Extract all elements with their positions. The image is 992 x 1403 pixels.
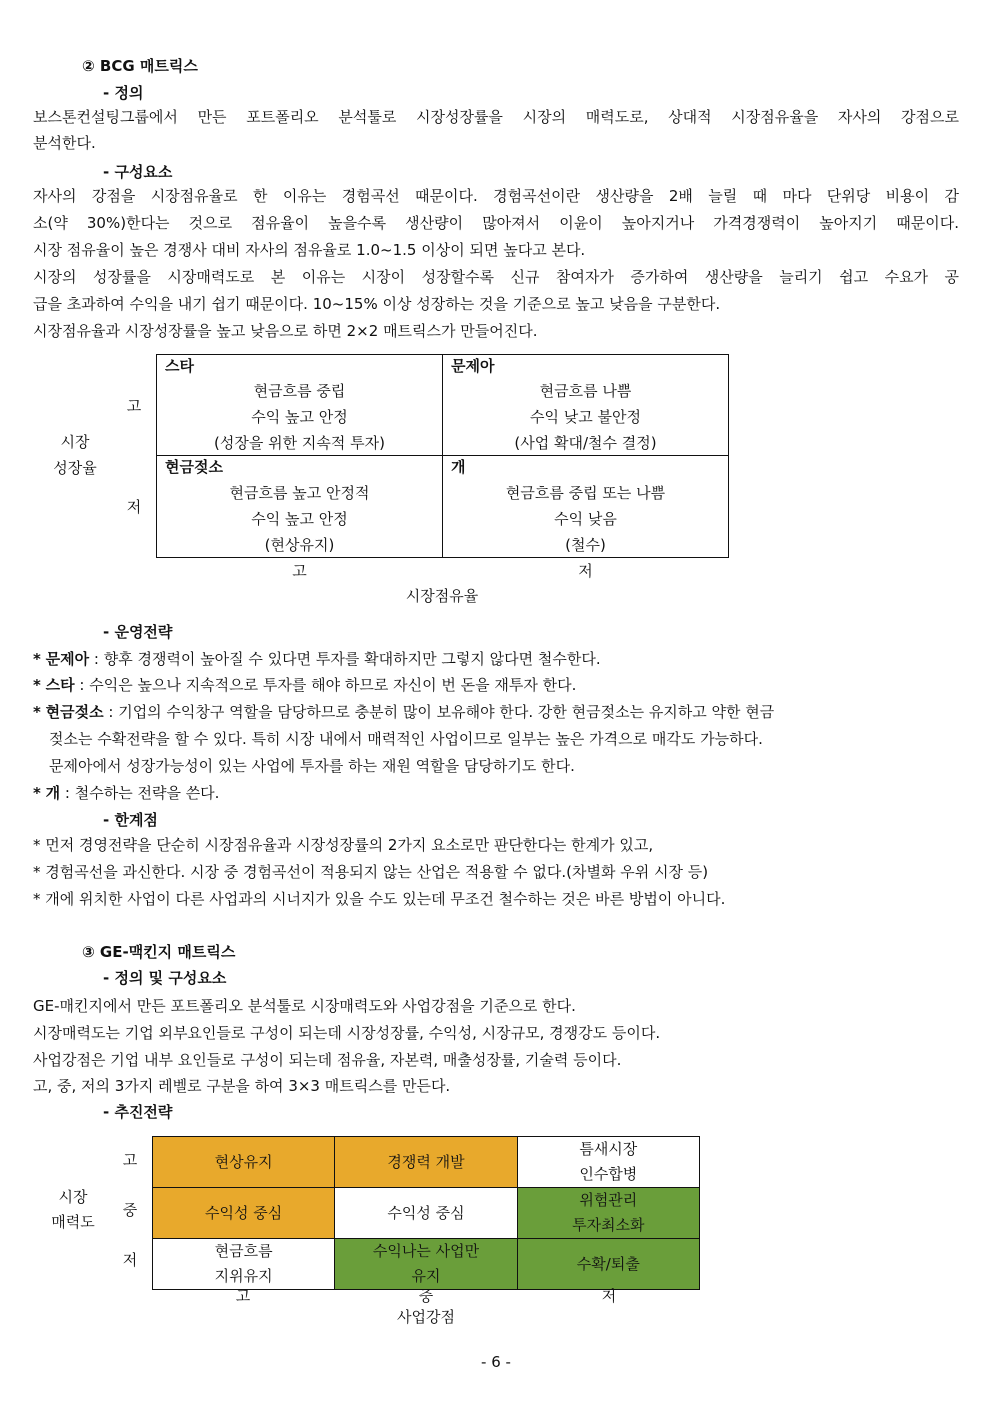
ge-cell xyxy=(153,1239,335,1290)
ge-cell xyxy=(517,1239,699,1290)
paragraph-line: 급을 초과하여 수익을 내기 쉽기 때문이다. 10~15% 이상 성장하는 것을 기준으로 높고 낮음을 구분한다. xyxy=(33,295,721,313)
ge-cell xyxy=(335,1137,517,1188)
subheading-strategy: - 추진전략 xyxy=(103,1103,173,1121)
cell-title: 스타 xyxy=(165,357,194,375)
strategy-item xyxy=(33,780,959,806)
cell-line: 수익 높고 안정 xyxy=(251,510,348,528)
cell-line: 수익나는 사업만 xyxy=(372,1242,480,1260)
section-heading-bcg: ② BCG 매트릭스 xyxy=(82,57,198,75)
y-axis-label: 성장율 xyxy=(53,459,97,477)
col-label-mid: 중 xyxy=(418,1287,434,1305)
subheading-definition: - 정의 xyxy=(103,84,144,102)
row-label-mid: 중 xyxy=(122,1201,138,1219)
row-label-low: 저 xyxy=(122,1251,138,1269)
cell-line: (철수) xyxy=(565,536,606,554)
cell-line: 수익성 중심 xyxy=(387,1203,465,1222)
cell-line: 현상유지 xyxy=(214,1152,273,1171)
cell-line: 수익 높고 안정 xyxy=(251,408,348,426)
strategy-term: 스타 xyxy=(45,676,75,694)
ge-cell xyxy=(153,1188,335,1239)
strategy-text: : 수익은 높으나 지속적으로 투자를 해야 하므로 자신이 번 돈을 재투자 한다. xyxy=(74,676,577,694)
y-axis-label: 시장 xyxy=(58,1188,88,1206)
strategy-item xyxy=(33,672,959,698)
paragraph-line: 시장매력도는 기업 외부요인들로 구성이 되는데 시장성장률, 수익성, 시장규모, 경쟁강도 등이다. xyxy=(33,1024,661,1042)
ge-cell xyxy=(517,1188,699,1239)
paragraph-line: 고, 중, 저의 3가지 레벨로 구분을 하여 3×3 매트릭스를 만든다. xyxy=(33,1077,451,1095)
cell-line: 위험관리 xyxy=(579,1191,638,1209)
paragraph-line: 사업강점은 기업 내부 요인들로 구성이 되는데 점유율, 자본력, 매출성장률, 기술력 등이다. xyxy=(33,1051,622,1069)
paragraph-line: 자사의 강점을 시장점유율로 한 이유는 경험곡선 때문이다. 경험곡선이란 생산량을 2배 늘릴 때 마다 단위당 비용이 감 xyxy=(33,187,959,205)
cell-line: 수익 낮고 불안정 xyxy=(530,408,641,426)
paragraph-line: GE-매킨지에서 만든 포트폴리오 분석툴로 시장매력도와 사업강점을 기준으로 한다. xyxy=(33,997,576,1015)
cell-title: 문제아 xyxy=(451,357,495,375)
strategy-term: 문제아 xyxy=(45,650,90,668)
ge-cell xyxy=(153,1137,335,1188)
row-label-high: 고 xyxy=(122,1151,138,1169)
strategy-text: : 기업의 수익창구 역할을 담당하므로 충분히 많이 보유해야 한다. 강한 현금젖소는 유지하고 약한 현금 xyxy=(103,703,775,721)
paragraph-line: 소(약 30%)한다는 것으로 점유율이 높을수록 생산량이 많아져서 이윤이 높아지거나 가격경쟁력이 높아지기 때문이다. xyxy=(33,214,959,232)
strategy-text: : 철수하는 전략을 쓴다. xyxy=(60,784,220,802)
cell-line: 수익성 중심 xyxy=(205,1203,283,1222)
cell-line: 현금흐름 xyxy=(214,1242,273,1260)
matrix-cell-star xyxy=(156,354,443,456)
cell-title: 현금젖소 xyxy=(165,458,223,476)
cell-line: 투자최소화 xyxy=(572,1216,645,1234)
ge-matrix-table xyxy=(152,1136,700,1290)
y-level-low: 저 xyxy=(126,498,142,516)
ge-cell xyxy=(335,1239,517,1290)
strategy-continuation: 젖소는 수확전략을 할 수 있다. 특히 시장 내에서 매력적인 사업이므로 일부는 높은 가격으로 매각도 가능하다. xyxy=(49,730,763,748)
bullet: * xyxy=(33,784,41,802)
x-axis-label: 시장점유율 xyxy=(405,587,479,605)
strategy-item xyxy=(33,646,959,672)
strategy-continuation: 문제아에서 성장가능성이 있는 사업에 투자를 하는 재원 역할을 담당하기도 한다. xyxy=(49,757,575,775)
paragraph-line: 분석한다. xyxy=(33,134,96,152)
limit-item: * 경험곡선을 과신한다. 시장 중 경험곡선이 적용되지 않는 산업은 적용할 수 없다.(차별화 우위 시장 등) xyxy=(33,863,709,881)
cell-line: 틈새시장 xyxy=(579,1140,638,1158)
x-level-high: 고 xyxy=(292,562,307,580)
col-label-high: 고 xyxy=(235,1287,251,1305)
cell-line: 현금흐름 나쁨 xyxy=(539,382,632,400)
subheading-components: - 구성요소 xyxy=(103,163,173,181)
matrix-cell-cash-cow xyxy=(156,455,443,558)
cell-line: 현금흐름 높고 안정적 xyxy=(229,484,370,502)
cell-line: 지위유지 xyxy=(214,1267,273,1285)
strategy-text: : 향후 경쟁력이 높아질 수 있다면 투자를 확대하지만 그렇지 않다면 철수한다. xyxy=(89,650,601,668)
y-level-high: 고 xyxy=(126,397,142,415)
cell-line: (현상유지) xyxy=(264,536,335,554)
limit-item: * 먼저 경영전략을 단순히 시장점유율과 시장성장률의 2가지 요소로만 판단한다는 한계가 있고, xyxy=(33,836,654,854)
subheading-limits: - 한계점 xyxy=(103,811,158,829)
ge-cell xyxy=(517,1137,699,1188)
subheading-strategy: - 운영전략 xyxy=(103,623,173,641)
paragraph-line: 시장의 성장률을 시장매력도로 본 이유는 시장이 성장할수록 신규 참여자가 증가하여 생산량을 늘리기 쉽고 수요가 공 xyxy=(33,268,959,286)
paragraph-line: 시장점유율과 시장성장률을 높고 낮음으로 하면 2×2 매트릭스가 만들어진다. xyxy=(33,322,538,340)
cell-line: 인수합병 xyxy=(579,1165,638,1183)
cell-line: 경쟁력 개발 xyxy=(387,1152,465,1171)
paragraph-line: 시장 점유율이 높은 경쟁사 대비 자사의 점유율로 1.0~1.5 이상이 되면 높다고 본다. xyxy=(33,241,586,259)
page-number: - 6 - xyxy=(481,1353,511,1371)
matrix-cell-dog xyxy=(442,455,729,558)
col-label-low: 저 xyxy=(601,1287,617,1305)
x-axis-label: 사업강점 xyxy=(397,1308,455,1326)
cell-title: 개 xyxy=(451,458,466,476)
limit-item: * 개에 위치한 사업이 다른 사업과의 시너지가 있을 수도 있는데 무조건 철수하는 것은 바른 방법이 아니다. xyxy=(33,890,726,908)
cell-line: 수익 낮음 xyxy=(554,510,617,528)
bullet: * xyxy=(33,650,41,668)
y-axis-label: 매력도 xyxy=(51,1213,95,1231)
paragraph-line: 보스톤컨설팅그룹에서 만든 포트폴리오 분석툴로 시장성장률을 시장의 매력도로, 상대적 시장점유율을 자사의 강점으로 xyxy=(33,108,959,126)
bullet: * xyxy=(33,676,41,694)
cell-line: (사업 확대/철수 결정) xyxy=(514,434,657,452)
x-level-low: 저 xyxy=(578,562,593,580)
cell-line: 유지 xyxy=(411,1267,441,1285)
strategy-term: 개 xyxy=(45,784,61,802)
subheading-definition: - 정의 및 구성요소 xyxy=(103,969,227,987)
y-axis-label: 시장 xyxy=(60,433,90,451)
strategy-term: 현금젖소 xyxy=(45,703,104,721)
matrix-cell-question-mark xyxy=(442,354,729,456)
ge-cell xyxy=(335,1188,517,1239)
bullet: * xyxy=(33,703,41,721)
cell-line: 현금흐름 중립 또는 나쁨 xyxy=(505,484,666,502)
section-heading-ge: ③ GE-맥킨지 매트릭스 xyxy=(82,943,236,961)
cell-line: 수확/퇴출 xyxy=(576,1254,640,1273)
cell-line: 현금흐름 중립 xyxy=(253,382,346,400)
strategy-item xyxy=(33,699,959,725)
cell-line: (성장을 위한 지속적 투자) xyxy=(214,434,385,452)
